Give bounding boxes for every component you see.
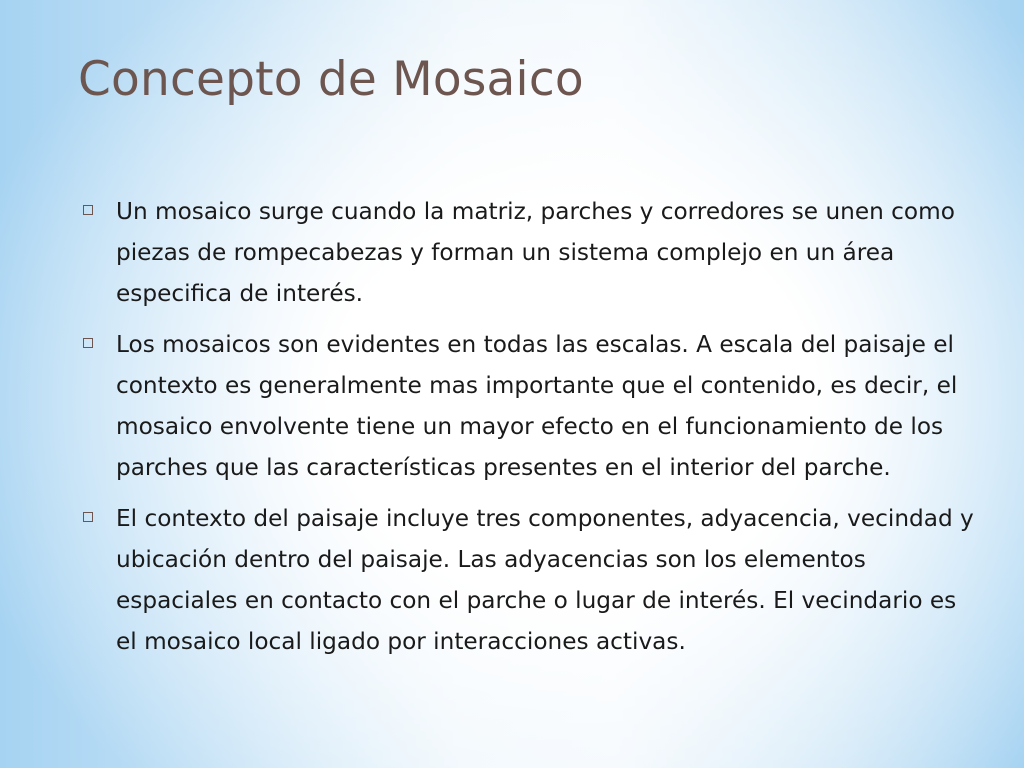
bullet-item	[78, 324, 978, 488]
bullet-text: El contexto del paisaje incluye tres componentes, adyacencia, vecindad y ubicación dentro del paisaje. Las adyacencias son los elementos espaciales en contacto con el parche o lugar de interés. El vecindario es el mosaico local ligado por interacciones activas.	[116, 505, 974, 655]
bullet-list	[78, 191, 978, 672]
hollow-square-bullet-icon	[83, 338, 93, 348]
bullet-item	[78, 498, 978, 662]
hollow-square-bullet-icon	[83, 512, 93, 522]
bullet-item	[78, 191, 978, 314]
bullet-text: Los mosaicos son evidentes en todas las escalas. A escala del paisaje el contexto es generalmente mas importante que el contenido, es decir, el mosaico envolvente tiene un mayor efecto en el funcionamiento de los parches que las características presentes en el interior del parche.	[116, 331, 958, 481]
slide-title: Concepto de Mosaico	[78, 52, 584, 107]
bullet-text: Un mosaico surge cuando la matriz, parches y corredores se unen como piezas de rompecabezas y forman un sistema complejo en un área especifica de interés.	[116, 198, 955, 307]
hollow-square-bullet-icon	[83, 205, 93, 215]
